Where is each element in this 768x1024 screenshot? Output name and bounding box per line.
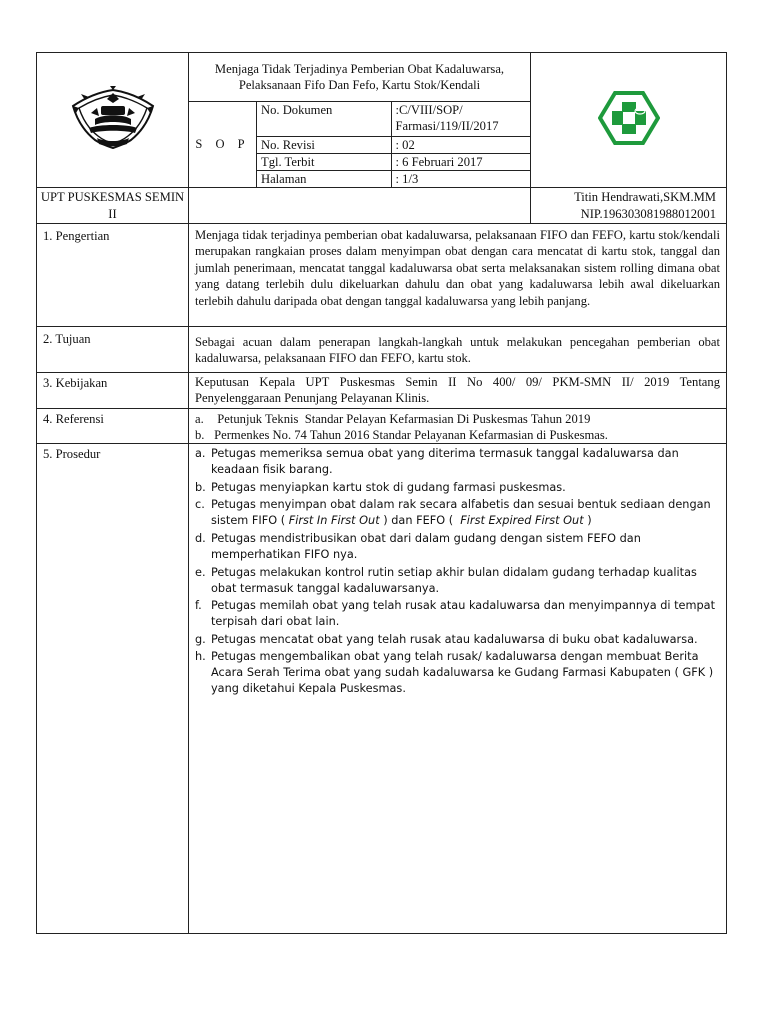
meta-label-no-revisi: No. Revisi [257,136,391,153]
signatory-nip: NIP.196303081988012001 [580,206,716,221]
meta-value-tgl-terbit: : 6 Februari 2017 [391,153,530,170]
list-text: Petugas memeriksa semua obat yang diterima termasuk tanggal kadaluwarsa dan keadaan fisik barang. [211,447,679,477]
list-item [195,411,720,427]
left-logo-cell [37,53,189,188]
procedure-item-g [195,632,720,648]
list-text: Permenkes No. 74 Tahun 2016 Standar Pelayanan Kefarmasian di Puskesmas. [211,428,608,443]
section-body-tujuan: Sebagai acuan dalam penerapan langkah-langkah untuk melakukan pencegahan pemberian obat kadaluwarsa, pelaksanaan FIFO dan FEFO, kartu stok. [189,326,727,372]
list-text: Petugas menyiapkan kartu stok di gudang farmasi puskesmas. [211,480,566,494]
procedure-item-h [195,649,720,697]
sop-document [36,52,726,934]
section-body-kebijakan: Keputusan Kepala UPT Puskesmas Semin II No 400/ 09/ PKM-SMN II/ 2019 Tentang Penyelenggaraan Penunjang Pelayanan Klinis. [189,372,727,408]
meta-label-tgl-terbit: Tgl. Terbit [257,153,391,170]
list-marker: a. [195,411,204,426]
list-text: Petugas melakukan kontrol rutin setiap akhir bulan didalam gudang terhadap kualitas obat termasuk tanggal kadaluwarsanya. [211,565,697,595]
unit-name: UPT PUSKESMAS SEMIN II [37,187,189,223]
right-logo-cell [531,53,727,188]
section-body-pengertian: Menjaga tidak terjadinya pemberian obat kadaluwarsa, pelaksanaan FIFO dan FEFO, kartu stok/kendali merupakan rangkaian proses dalam menyimpan obat dengan cara mencatat di kartu stok, tanggal dan jumlah penerimaan, mencatat tanggal kadaluwarsa obat serta melaksanakan sistem rolling dimana obat yang datang terlebih dulu dikeluarkan dahulu dan obat yang kadaluwarsa lebih awal dikeluarkan terlebih dahulu daripada obat dengan tanggal kadaluwarsa yang lebih panjang. [189,223,727,326]
list-text: Petugas mencatat obat yang telah rusak atau kadaluwarsa di buku obat kadaluwarsa. [211,632,698,646]
list-marker: b. [195,480,206,494]
meta-label-halaman: Halaman [257,170,391,187]
section-label-prosedur: 5. Prosedur [37,444,189,934]
list-text [211,497,720,529]
meta-value-no-dokumen: :C/VIII/SOP/ Farmasi/119/II/2017 [391,102,530,136]
procedure-item-f [195,598,720,630]
meta-label-no-dokumen: No. Dokumen [257,102,391,136]
list-marker: h. [195,650,206,664]
list-marker: a. [195,447,206,461]
procedure-item-b [195,480,720,496]
text-fragment: Petugas menyimpan obat dalam rak secara alfabetis dan sesuai bentuk sediaan dengan sistem FIFO ( [211,498,711,528]
section-body-prosedur [189,444,727,934]
government-crest-icon [67,86,159,150]
meta-value-no-revisi: : 02 [391,136,530,153]
sop-table [36,52,727,934]
list-text: Petugas mengembalikan obat yang telah rusak/ kadaluwarsa dengan membuat Berita Acara Serah Terima obat yang sudah kadaluwarsa ke Gudang Farmasi Kabupaten ( GFK ) yang diketahui Kepala Puskesmas. [211,650,714,696]
meta-value-halaman: : 1/3 [395,171,419,186]
puskesmas-green-cross-logo-icon [598,91,660,145]
procedure-item-c [195,497,720,529]
list-marker: d. [195,532,206,546]
section-body-referensi [189,408,727,444]
procedure-item-d [195,531,720,563]
list-item [195,427,720,443]
document-meta-cell [257,102,531,188]
list-marker: g. [195,632,206,646]
document-title: Menjaga Tidak Terjadinya Pemberian Obat Kadaluwarsa, Pelaksanaan Fifo Dan Fefo, Kartu Stok/Kendali [189,53,531,102]
italic-term-fefo: First Expired First Out [460,514,584,528]
section-label-tujuan: 2. Tujuan [37,326,189,372]
italic-term-fifo: First In First Out [288,514,380,528]
list-text: Petugas memilah obat yang telah rusak atau kadaluwarsa dan menyimpannya di tempat terpisah dari obat lain. [211,599,716,629]
text-fragment: ) dan FEFO ( [379,514,461,528]
procedure-item-e [195,565,720,597]
section-label-pengertian: 1. Pengertian [37,223,189,326]
signature-block [531,187,727,223]
procedure-item-a [195,446,720,478]
signatory-name: Titin Hendrawati,SKM.MM [574,189,716,204]
list-text: Petugas mendistribusikan obat dari dalam gudang dengan sistem FEFO dan memperhatikan FIFO nya. [211,532,641,562]
list-marker: c. [195,498,205,512]
list-text: Petunjuk Teknis Standar Pelayan Kefarmasian Di Puskesmas Tahun 2019 [211,411,591,426]
sop-label: S O P [189,102,257,188]
list-marker: f. [195,599,202,613]
section-label-kebijakan: 3. Kebijakan [37,372,189,408]
list-marker: b. [195,428,205,443]
document-meta-table [257,102,530,187]
section-label-referensi: 4. Referensi [37,408,189,444]
text-fragment: ) [583,514,592,528]
blank-cell [189,187,531,223]
list-marker: e. [195,565,206,579]
